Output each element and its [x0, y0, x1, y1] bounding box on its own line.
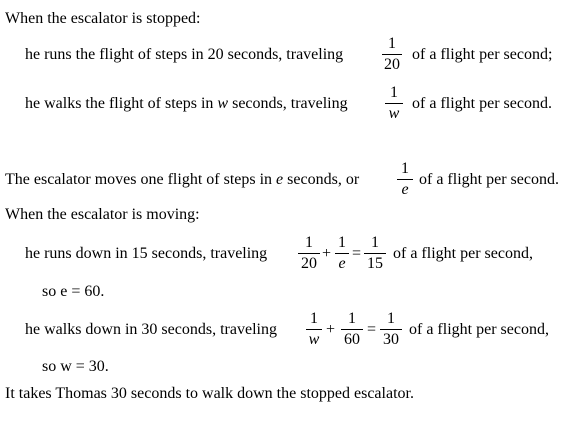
- fraction-numerator: 1: [338, 234, 346, 251]
- stopped-heading: When the escalator is stopped:: [5, 10, 201, 27]
- fraction-denominator: w: [388, 105, 400, 122]
- runs-moving-tail: of a flight per second,: [393, 245, 533, 262]
- fraction-numerator: 1: [348, 310, 356, 327]
- fraction-numerator: 1: [401, 160, 409, 177]
- runs-stopped-text: he runs the flight of steps in 20 seconds, traveling: [25, 46, 344, 63]
- walks-stopped-after: seconds, traveling: [232, 95, 348, 112]
- escalator-rate-text: [5, 170, 359, 190]
- escalator-rate-before: The escalator moves one flight of steps in: [5, 171, 273, 188]
- walks-stopped-var: w: [217, 95, 229, 112]
- fraction-numerator: 1: [390, 84, 398, 101]
- runs-stopped-tail: of a flight per second;: [412, 46, 553, 63]
- runs-stopped-fraction: [381, 34, 403, 75]
- conclusion: It takes Thomas 30 seconds to walk down the stopped escalator.: [5, 385, 414, 402]
- escalator-rate-after: seconds, or: [287, 171, 360, 188]
- walks-moving-fraction-2: [340, 309, 364, 350]
- escalator-rate-tail: of a flight per second.: [419, 171, 559, 188]
- walks-moving-fraction-3: [379, 309, 403, 350]
- fraction-numerator: 1: [305, 234, 313, 251]
- escalator-rate-fraction: [396, 159, 414, 200]
- moving-heading: When the escalator is moving:: [5, 206, 200, 223]
- fraction-denominator: e: [338, 255, 346, 272]
- fraction-numerator: 1: [388, 35, 396, 52]
- fraction-denominator: 20: [301, 255, 317, 272]
- walks-stopped-tail: of a flight per second.: [412, 95, 552, 112]
- walks-moving-text: he walks down in 30 seconds, traveling: [25, 321, 277, 338]
- walks-stopped-before: he walks the flight of steps in: [25, 95, 214, 112]
- fraction-denominator: w: [308, 331, 320, 348]
- runs-moving-result: so e = 60.: [42, 283, 105, 300]
- plus-sign: +: [326, 321, 336, 338]
- walks-moving-tail: of a flight per second,: [409, 321, 549, 338]
- fraction-numerator: 1: [371, 234, 379, 251]
- runs-moving-fraction-2: [334, 233, 350, 274]
- fraction-denominator: 30: [383, 331, 399, 348]
- walks-moving-result: so w = 30.: [42, 358, 109, 375]
- equals-sign: =: [352, 245, 362, 262]
- equals-sign: =: [367, 321, 377, 338]
- fraction-denominator: 15: [367, 255, 383, 272]
- fraction-numerator: 1: [310, 310, 318, 327]
- runs-moving-fraction-3: [363, 233, 387, 274]
- plus-sign: +: [322, 245, 332, 262]
- fraction-denominator: 60: [344, 331, 360, 348]
- escalator-rate-var: e: [276, 171, 284, 188]
- fraction-numerator: 1: [387, 310, 395, 327]
- runs-moving-text: he runs down in 15 seconds, traveling: [25, 245, 268, 262]
- walks-stopped-text: [25, 94, 348, 114]
- walks-moving-fraction-1: [305, 309, 323, 350]
- fraction-denominator: e: [401, 181, 409, 198]
- runs-moving-fraction-1: [297, 233, 321, 274]
- fraction-denominator: 20: [384, 56, 400, 73]
- walks-stopped-fraction: [384, 83, 404, 124]
